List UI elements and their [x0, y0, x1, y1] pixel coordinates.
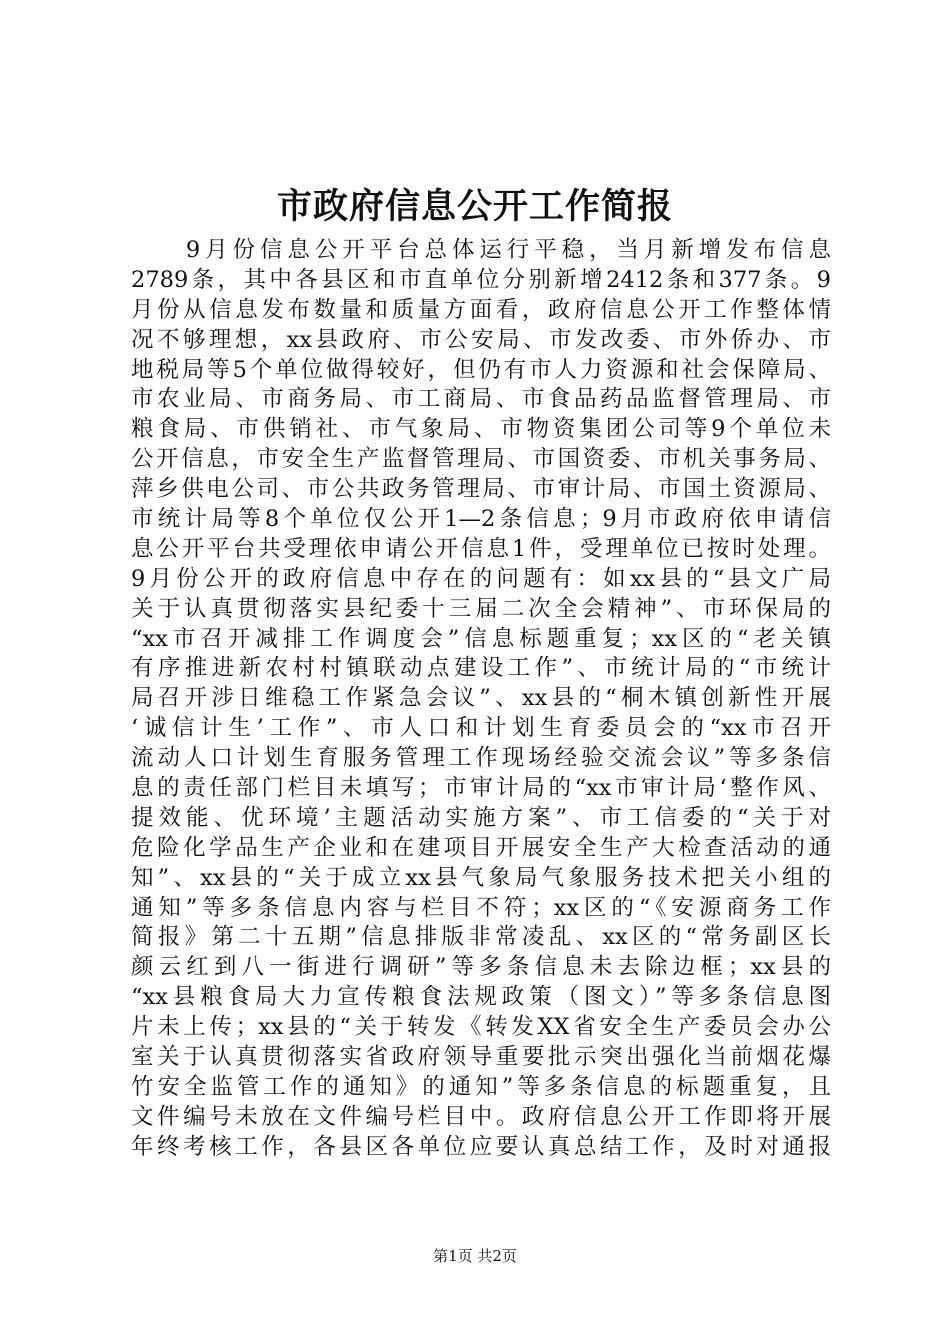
body-line: 年终考核工作，各县区各单位应要认真总结工作，及时对通报: [131, 1133, 831, 1160]
body-line: 流动人口计划生育服务管理工作现场经验交流会议”等多条信: [131, 745, 831, 772]
body-line: 萍乡供电公司、市公共政务管理局、市审计局、市国土资源局、: [131, 476, 831, 503]
body-line: 室关于认真贯彻落实省政府领导重要批示突出强化当前烟花爆: [131, 1044, 831, 1071]
body-line: 有序推进新农村村镇联动点建设工作”、市统计局的“市统计: [131, 655, 831, 682]
body-line: 颜云红到八一街进行调研”等多条信息未去除边框；xx县的: [131, 954, 831, 981]
body-line: ‘诚信计生’工作”、市人口和计划生育委员会的“xx市召开: [131, 715, 831, 742]
body-line: 关于认真贯彻落实县纪委十三届二次全会精神”、市环保局的: [131, 595, 831, 622]
body-line: 月份从信息发布数量和质量方面看，政府信息公开工作整体情: [131, 296, 831, 323]
body-line: 文件编号未放在文件编号栏目中。政府信息公开工作即将开展: [131, 1103, 831, 1130]
document-body: [131, 236, 831, 1163]
body-line: 公开信息，市安全生产监督管理局、市国资委、市机关事务局、: [131, 446, 831, 473]
body-line: 竹安全监管工作的通知》的通知”等多条信息的标题重复，且: [131, 1073, 831, 1100]
body-line: 市统计局等8个单位仅公开1—2条信息；9月市政府依申请信: [131, 506, 831, 533]
body-line: 简报》第二十五期”信息排版非常凌乱、xx区的“常务副区长: [131, 924, 831, 951]
page-footer: 第1页 共2页: [433, 1247, 517, 1265]
body-line: “xx县粮食局大力宣传粮食法规政策（图文）”等多条信息图: [131, 984, 831, 1011]
body-line: 市农业局、市商务局、市工商局、市食品药品监督管理局、市: [131, 386, 831, 413]
body-line: 片未上传；xx县的“关于转发《转发XX省安全生产委员会办公: [131, 1014, 831, 1041]
body-line: 地税局等5个单位做得较好，但仍有市人力资源和社会保障局、: [131, 356, 831, 383]
body-line: 息公开平台共受理依申请公开信息1件，受理单位已按时处理。: [131, 535, 831, 562]
body-line: 通知”等多条信息内容与栏目不符；xx区的“《安源商务工作: [131, 894, 831, 921]
document-title: 市政府信息公开工作简报: [276, 186, 673, 227]
body-line: “xx市召开减排工作调度会”信息标题重复；xx区的“老关镇: [131, 625, 831, 652]
body-line: 提效能、优环境’主题活动实施方案”、市工信委的“关于对: [131, 804, 831, 831]
body-line: 危险化学品生产企业和在建项目开展安全生产大检查活动的通: [131, 834, 831, 861]
body-line: 粮食局、市供销社、市气象局、市物资集团公司等9个单位未: [131, 416, 831, 443]
body-line: 知”、xx县的“关于成立xx县气象局气象服务技术把关小组的: [131, 864, 831, 891]
body-line: 局召开涉日维稳工作紧急会议”、xx县的“桐木镇创新性开展: [131, 685, 831, 712]
body-line: 9月份公开的政府信息中存在的问题有：如xx县的“县文广局: [131, 565, 831, 592]
body-line: 9月份信息公开平台总体运行平稳，当月新增发布信息: [131, 237, 831, 263]
body-line: 息的责任部门栏目未填写；市审计局的“xx市审计局‘整作风、: [131, 775, 831, 802]
body-line: 况不够理想，xx县政府、市公安局、市发改委、市外侨办、市: [131, 326, 831, 353]
body-line: 2789条，其中各县区和市直单位分别新增2412条和377条。9: [131, 266, 831, 293]
